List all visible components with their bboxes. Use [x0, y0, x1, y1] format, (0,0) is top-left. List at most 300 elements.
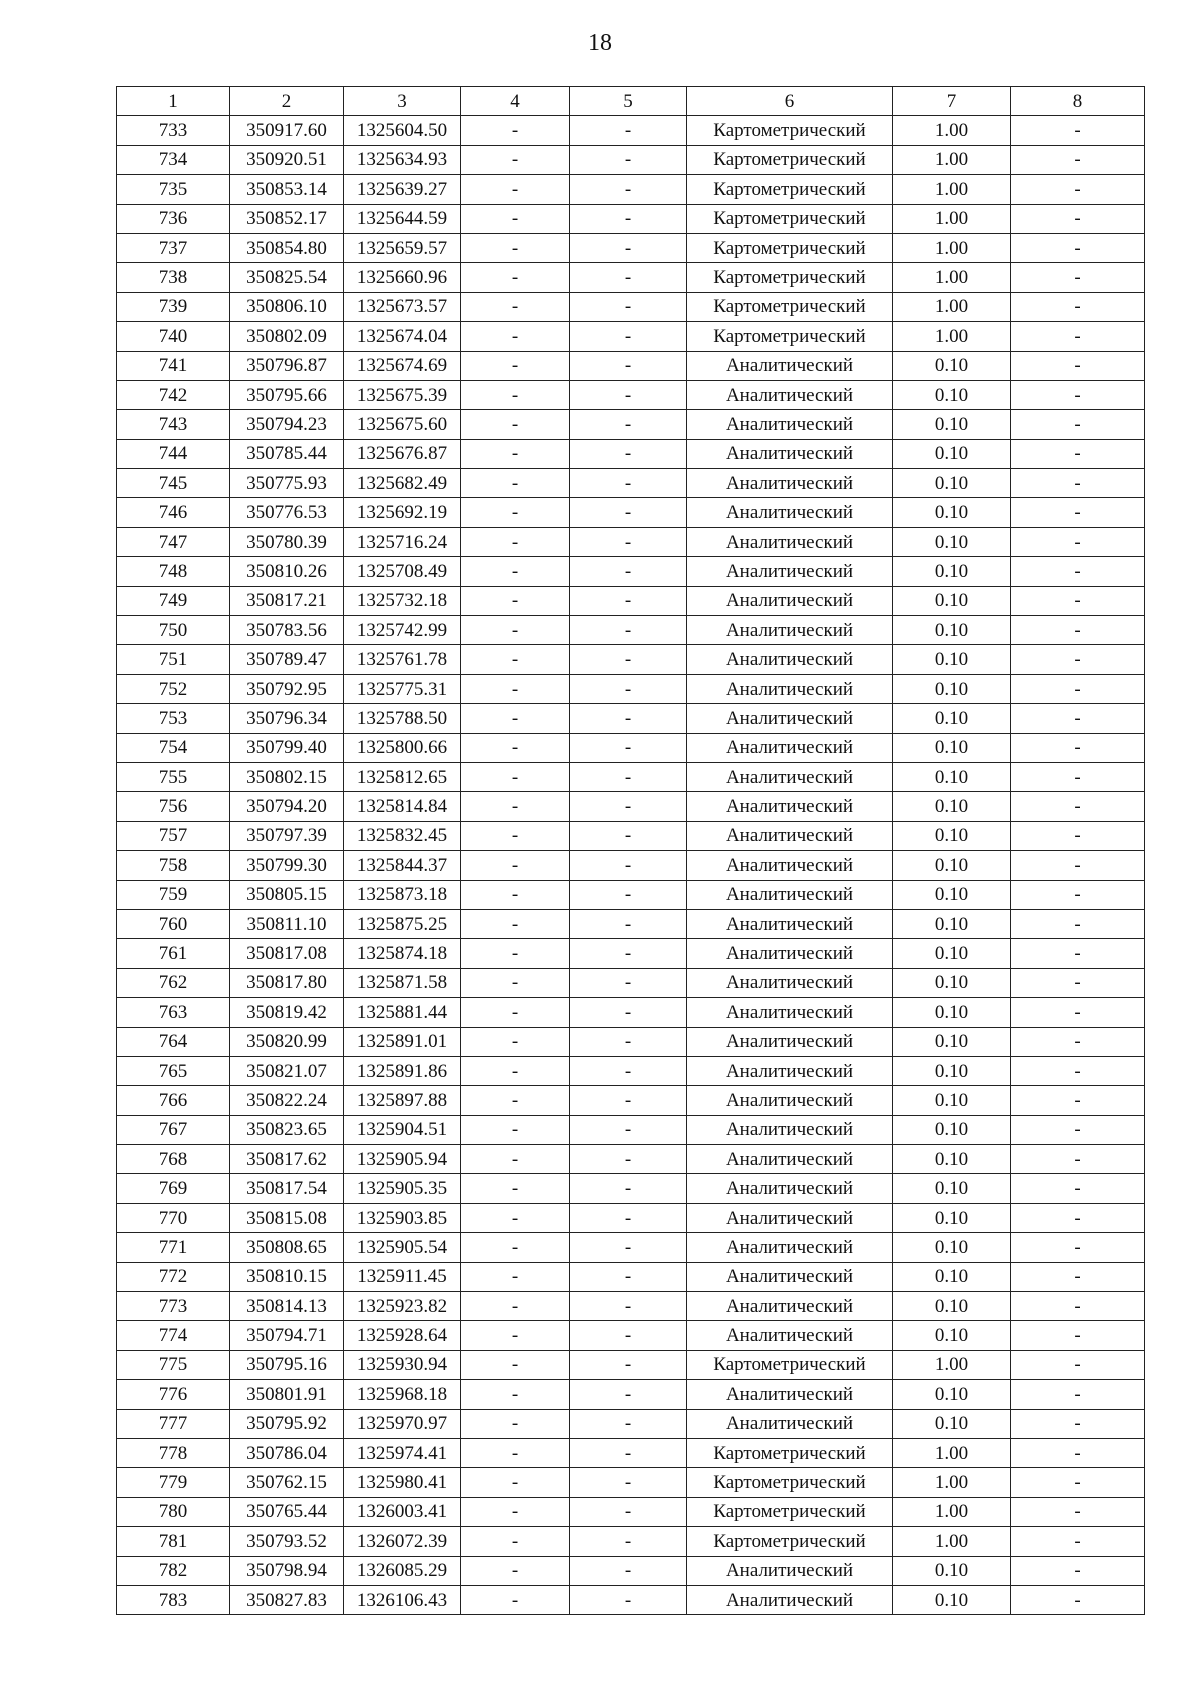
- table-cell: 350825.54: [230, 263, 344, 292]
- table-cell: 350917.60: [230, 116, 344, 145]
- table-cell: Аналитический: [687, 380, 893, 409]
- table-cell: 350810.15: [230, 1262, 344, 1291]
- table-cell: -: [461, 616, 570, 645]
- table-cell: -: [461, 1174, 570, 1203]
- table-cell: -: [461, 204, 570, 233]
- table-cell: 1326003.41: [344, 1497, 461, 1526]
- table-cell: -: [570, 1056, 687, 1085]
- table-cell: Аналитический: [687, 1174, 893, 1203]
- table-cell: 1.00: [893, 233, 1011, 262]
- table-cell: 350823.65: [230, 1115, 344, 1144]
- table-cell: 350799.40: [230, 733, 344, 762]
- table-cell: 350780.39: [230, 527, 344, 556]
- table-cell: 0.10: [893, 762, 1011, 791]
- table-cell: -: [570, 909, 687, 938]
- table-cell: -: [570, 175, 687, 204]
- table-cell: 350802.09: [230, 322, 344, 351]
- table-cell: -: [570, 851, 687, 880]
- table-cell: 783: [117, 1585, 230, 1614]
- table-cell: -: [570, 469, 687, 498]
- table-cell: 743: [117, 410, 230, 439]
- table-cell: -: [1011, 469, 1145, 498]
- table-cell: -: [1011, 175, 1145, 204]
- table-cell: 1.00: [893, 292, 1011, 321]
- table-row: [117, 292, 1145, 321]
- table-cell: 0.10: [893, 1585, 1011, 1614]
- table-cell: 350808.65: [230, 1233, 344, 1262]
- table-cell: Картометрический: [687, 175, 893, 204]
- table-cell: 1325761.78: [344, 645, 461, 674]
- table-row: [117, 1174, 1145, 1203]
- table-cell: -: [461, 145, 570, 174]
- table-cell: 0.10: [893, 939, 1011, 968]
- table-cell: 1325676.87: [344, 439, 461, 468]
- table-row: [117, 704, 1145, 733]
- table-cell: -: [1011, 527, 1145, 556]
- table-cell: 1325923.82: [344, 1292, 461, 1321]
- table-cell: 0.10: [893, 998, 1011, 1027]
- table-cell: 758: [117, 851, 230, 880]
- table-cell: -: [461, 586, 570, 615]
- table-cell: 1325844.37: [344, 851, 461, 880]
- table-cell: -: [1011, 616, 1145, 645]
- table-cell: Аналитический: [687, 1115, 893, 1144]
- table-cell: -: [461, 1468, 570, 1497]
- table-cell: 1325639.27: [344, 175, 461, 204]
- table-cell: 350793.52: [230, 1527, 344, 1556]
- table-cell: -: [461, 645, 570, 674]
- table-cell: 764: [117, 1027, 230, 1056]
- table-cell: 350796.34: [230, 704, 344, 733]
- table-cell: -: [461, 469, 570, 498]
- table-cell: 768: [117, 1145, 230, 1174]
- table-row: [117, 1203, 1145, 1232]
- table-cell: 0.10: [893, 1086, 1011, 1115]
- table-cell: Аналитический: [687, 674, 893, 703]
- table-cell: -: [570, 322, 687, 351]
- table-cell: Аналитический: [687, 557, 893, 586]
- table-cell: 1325891.86: [344, 1056, 461, 1085]
- table-cell: 1325673.57: [344, 292, 461, 321]
- table-cell: 0.10: [893, 821, 1011, 850]
- column-header: 6: [687, 87, 893, 116]
- table-cell: 1325775.31: [344, 674, 461, 703]
- page-number: 18: [588, 30, 612, 56]
- table-row: [117, 116, 1145, 145]
- table-cell: 1325692.19: [344, 498, 461, 527]
- table-cell: 0.10: [893, 1115, 1011, 1144]
- table-cell: 1325871.58: [344, 968, 461, 997]
- table-cell: -: [1011, 1350, 1145, 1379]
- table-cell: 350794.23: [230, 410, 344, 439]
- table-cell: Аналитический: [687, 498, 893, 527]
- table-cell: 1.00: [893, 322, 1011, 351]
- table-cell: 350786.04: [230, 1438, 344, 1467]
- table-cell: 0.10: [893, 674, 1011, 703]
- table-cell: 350765.44: [230, 1497, 344, 1526]
- table-cell: 0.10: [893, 498, 1011, 527]
- table-cell: 1325814.84: [344, 792, 461, 821]
- table-cell: -: [570, 1292, 687, 1321]
- table-cell: -: [1011, 880, 1145, 909]
- table-cell: -: [570, 204, 687, 233]
- table-row: [117, 1086, 1145, 1115]
- table-cell: 1325875.25: [344, 909, 461, 938]
- table-cell: 1325742.99: [344, 616, 461, 645]
- table-cell: 752: [117, 674, 230, 703]
- table-row: [117, 939, 1145, 968]
- table-cell: Аналитический: [687, 821, 893, 850]
- table-cell: 766: [117, 1086, 230, 1115]
- table-cell: -: [461, 909, 570, 938]
- table-cell: 350806.10: [230, 292, 344, 321]
- table-row: [117, 439, 1145, 468]
- table-row: [117, 498, 1145, 527]
- table-row: [117, 645, 1145, 674]
- table-cell: -: [1011, 1556, 1145, 1585]
- table-cell: 770: [117, 1203, 230, 1232]
- table-cell: -: [1011, 968, 1145, 997]
- table-cell: -: [1011, 792, 1145, 821]
- table-cell: -: [570, 1556, 687, 1585]
- table-cell: -: [461, 498, 570, 527]
- table-cell: 0.10: [893, 586, 1011, 615]
- table-cell: -: [570, 1585, 687, 1614]
- table-cell: 735: [117, 175, 230, 204]
- table-cell: 350817.08: [230, 939, 344, 968]
- table-cell: 746: [117, 498, 230, 527]
- table-row: [117, 586, 1145, 615]
- table-cell: 1325675.60: [344, 410, 461, 439]
- table-cell: 1325708.49: [344, 557, 461, 586]
- table-cell: -: [570, 704, 687, 733]
- table-cell: Картометрический: [687, 1350, 893, 1379]
- table-cell: -: [1011, 1203, 1145, 1232]
- table-cell: Аналитический: [687, 1321, 893, 1350]
- table-row: [117, 233, 1145, 262]
- table-cell: Аналитический: [687, 733, 893, 762]
- table-cell: Аналитический: [687, 1056, 893, 1085]
- table-cell: Аналитический: [687, 527, 893, 556]
- table-cell: -: [461, 116, 570, 145]
- table-row: [117, 175, 1145, 204]
- table-cell: 350805.15: [230, 880, 344, 909]
- table-cell: 776: [117, 1380, 230, 1409]
- table-cell: 0.10: [893, 1409, 1011, 1438]
- table-cell: -: [570, 1350, 687, 1379]
- table-cell: -: [570, 792, 687, 821]
- table-cell: 734: [117, 145, 230, 174]
- table-cell: 1325874.18: [344, 939, 461, 968]
- table-row: [117, 880, 1145, 909]
- table-cell: 1325905.35: [344, 1174, 461, 1203]
- table-cell: 350814.13: [230, 1292, 344, 1321]
- table-cell: -: [570, 380, 687, 409]
- table-cell: -: [1011, 1468, 1145, 1497]
- table-row: [117, 557, 1145, 586]
- table-cell: 1325968.18: [344, 1380, 461, 1409]
- table-cell: Аналитический: [687, 1233, 893, 1262]
- table-cell: 751: [117, 645, 230, 674]
- table-cell: -: [570, 1115, 687, 1144]
- table-cell: -: [570, 292, 687, 321]
- table-cell: -: [1011, 380, 1145, 409]
- table-cell: -: [461, 175, 570, 204]
- table-cell: -: [461, 263, 570, 292]
- table-cell: Аналитический: [687, 439, 893, 468]
- table-cell: -: [570, 968, 687, 997]
- table-cell: -: [461, 1497, 570, 1526]
- table-row: [117, 968, 1145, 997]
- table-cell: 745: [117, 469, 230, 498]
- table-cell: 0.10: [893, 380, 1011, 409]
- table-cell: -: [1011, 939, 1145, 968]
- table-cell: 1325634.93: [344, 145, 461, 174]
- table-cell: -: [461, 939, 570, 968]
- table-cell: -: [1011, 322, 1145, 351]
- table-cell: -: [570, 263, 687, 292]
- table-cell: 1325974.41: [344, 1438, 461, 1467]
- table-row: [117, 204, 1145, 233]
- table-cell: Картометрический: [687, 116, 893, 145]
- table-row: [117, 1497, 1145, 1526]
- table-cell: -: [461, 410, 570, 439]
- table-cell: 1.00: [893, 1527, 1011, 1556]
- table-cell: -: [1011, 1262, 1145, 1291]
- table-cell: -: [461, 880, 570, 909]
- table-cell: 350811.10: [230, 909, 344, 938]
- table-cell: 759: [117, 880, 230, 909]
- table-cell: 0.10: [893, 616, 1011, 645]
- table-cell: -: [1011, 116, 1145, 145]
- table-cell: 1325604.50: [344, 116, 461, 145]
- table-cell: 1.00: [893, 1438, 1011, 1467]
- table-cell: -: [1011, 674, 1145, 703]
- table-cell: 350785.44: [230, 439, 344, 468]
- table-cell: -: [1011, 1585, 1145, 1614]
- table-cell: -: [1011, 439, 1145, 468]
- table-cell: 0.10: [893, 527, 1011, 556]
- table-cell: -: [461, 1027, 570, 1056]
- table-cell: 350802.15: [230, 762, 344, 791]
- table-cell: 1325812.65: [344, 762, 461, 791]
- table-cell: -: [570, 527, 687, 556]
- table-cell: 350853.14: [230, 175, 344, 204]
- table-cell: -: [570, 1497, 687, 1526]
- table-cell: -: [1011, 762, 1145, 791]
- table-cell: 0.10: [893, 880, 1011, 909]
- table-cell: -: [570, 1174, 687, 1203]
- table-cell: Аналитический: [687, 1556, 893, 1585]
- table-row: [117, 1145, 1145, 1174]
- table-cell: -: [570, 145, 687, 174]
- table-cell: 761: [117, 939, 230, 968]
- table-row: [117, 1380, 1145, 1409]
- table-cell: -: [570, 1409, 687, 1438]
- table-cell: 1325832.45: [344, 821, 461, 850]
- table-cell: -: [1011, 1438, 1145, 1467]
- table-cell: -: [461, 1086, 570, 1115]
- table-cell: 350822.24: [230, 1086, 344, 1115]
- table-row: [117, 998, 1145, 1027]
- table-cell: -: [570, 998, 687, 1027]
- table-cell: 748: [117, 557, 230, 586]
- table-cell: -: [1011, 909, 1145, 938]
- column-header: 2: [230, 87, 344, 116]
- table-cell: 1325930.94: [344, 1350, 461, 1379]
- table-cell: Аналитический: [687, 939, 893, 968]
- table-cell: 350817.21: [230, 586, 344, 615]
- table-cell: 1325682.49: [344, 469, 461, 498]
- table-cell: -: [1011, 1380, 1145, 1409]
- table-cell: 1325873.18: [344, 880, 461, 909]
- table-cell: 772: [117, 1262, 230, 1291]
- table-header-row: [117, 87, 1145, 116]
- table-row: [117, 1115, 1145, 1144]
- table-cell: 1326072.39: [344, 1527, 461, 1556]
- table-row: [117, 1468, 1145, 1497]
- table-cell: 773: [117, 1292, 230, 1321]
- table-cell: -: [461, 1585, 570, 1614]
- table-cell: 765: [117, 1056, 230, 1085]
- table-cell: 771: [117, 1233, 230, 1262]
- table-cell: 737: [117, 233, 230, 262]
- table-cell: -: [570, 645, 687, 674]
- table-cell: 350801.91: [230, 1380, 344, 1409]
- table-cell: -: [570, 410, 687, 439]
- table-row: [117, 1056, 1145, 1085]
- table-cell: 350776.53: [230, 498, 344, 527]
- table-cell: Аналитический: [687, 1086, 893, 1115]
- table-cell: Аналитический: [687, 998, 893, 1027]
- table-cell: 350820.99: [230, 1027, 344, 1056]
- table-body: [117, 116, 1145, 1615]
- table-cell: -: [461, 1203, 570, 1232]
- table-cell: 0.10: [893, 1027, 1011, 1056]
- table-cell: 769: [117, 1174, 230, 1203]
- table-cell: 350815.08: [230, 1203, 344, 1232]
- table-cell: Картометрический: [687, 1527, 893, 1556]
- table-cell: Аналитический: [687, 704, 893, 733]
- table-row: [117, 410, 1145, 439]
- table-cell: 350854.80: [230, 233, 344, 262]
- table-cell: Аналитический: [687, 762, 893, 791]
- table-cell: 0.10: [893, 1203, 1011, 1232]
- table-cell: 774: [117, 1321, 230, 1350]
- table-cell: 0.10: [893, 351, 1011, 380]
- table-cell: 1325659.57: [344, 233, 461, 262]
- table-cell: 350794.71: [230, 1321, 344, 1350]
- table-cell: -: [570, 1262, 687, 1291]
- table-row: [117, 792, 1145, 821]
- table-cell: 350789.47: [230, 645, 344, 674]
- table-cell: 775: [117, 1350, 230, 1379]
- column-header: 8: [1011, 87, 1145, 116]
- table-cell: 782: [117, 1556, 230, 1585]
- table-cell: 1325905.54: [344, 1233, 461, 1262]
- table-cell: 778: [117, 1438, 230, 1467]
- table-cell: 0.10: [893, 469, 1011, 498]
- column-header: 5: [570, 87, 687, 116]
- table-cell: -: [570, 586, 687, 615]
- table-cell: 753: [117, 704, 230, 733]
- table-cell: 350795.92: [230, 1409, 344, 1438]
- table-cell: 350821.07: [230, 1056, 344, 1085]
- table-cell: Аналитический: [687, 1409, 893, 1438]
- table-cell: 350819.42: [230, 998, 344, 1027]
- table-cell: Картометрический: [687, 1497, 893, 1526]
- table-row: [117, 762, 1145, 791]
- table-cell: 1325897.88: [344, 1086, 461, 1115]
- table-cell: 1326085.29: [344, 1556, 461, 1585]
- table-cell: 0.10: [893, 1174, 1011, 1203]
- table-cell: 350792.95: [230, 674, 344, 703]
- table-cell: -: [1011, 645, 1145, 674]
- table-row: [117, 263, 1145, 292]
- table-cell: 350798.94: [230, 1556, 344, 1585]
- table-cell: -: [570, 939, 687, 968]
- table-cell: 1325674.69: [344, 351, 461, 380]
- table-row: [117, 851, 1145, 880]
- table-cell: 0.10: [893, 557, 1011, 586]
- table-cell: 763: [117, 998, 230, 1027]
- table-cell: -: [461, 1527, 570, 1556]
- table-cell: -: [570, 116, 687, 145]
- table-cell: 1325788.50: [344, 704, 461, 733]
- table-cell: Картометрический: [687, 322, 893, 351]
- table-cell: 0.10: [893, 792, 1011, 821]
- table-cell: -: [1011, 557, 1145, 586]
- table-cell: -: [1011, 821, 1145, 850]
- table-cell: 780: [117, 1497, 230, 1526]
- table-cell: 781: [117, 1527, 230, 1556]
- table-cell: 350810.26: [230, 557, 344, 586]
- table-cell: 1325905.94: [344, 1145, 461, 1174]
- table-cell: 350799.30: [230, 851, 344, 880]
- table-row: [117, 469, 1145, 498]
- table-cell: 1.00: [893, 1468, 1011, 1497]
- table-row: [117, 380, 1145, 409]
- table-cell: -: [461, 1380, 570, 1409]
- table-cell: -: [461, 292, 570, 321]
- table-cell: 350762.15: [230, 1468, 344, 1497]
- table-cell: -: [1011, 204, 1145, 233]
- table-cell: -: [570, 1380, 687, 1409]
- table-cell: 350817.62: [230, 1145, 344, 1174]
- table-cell: -: [1011, 1086, 1145, 1115]
- table-cell: Картометрический: [687, 204, 893, 233]
- table-row: [117, 1262, 1145, 1291]
- table-cell: 747: [117, 527, 230, 556]
- table-row: [117, 1027, 1145, 1056]
- table-cell: -: [1011, 1174, 1145, 1203]
- table-cell: 0.10: [893, 1380, 1011, 1409]
- table-cell: -: [461, 1292, 570, 1321]
- table-cell: -: [461, 322, 570, 351]
- table-cell: -: [461, 704, 570, 733]
- table-cell: -: [461, 557, 570, 586]
- table-cell: 0.10: [893, 1145, 1011, 1174]
- table-cell: -: [461, 233, 570, 262]
- table-cell: -: [1011, 1497, 1145, 1526]
- table-cell: Аналитический: [687, 469, 893, 498]
- table-cell: 762: [117, 968, 230, 997]
- table-cell: -: [570, 674, 687, 703]
- table-cell: Картометрический: [687, 1468, 893, 1497]
- table-cell: 0.10: [893, 909, 1011, 938]
- table-cell: -: [1011, 292, 1145, 321]
- table-cell: -: [461, 762, 570, 791]
